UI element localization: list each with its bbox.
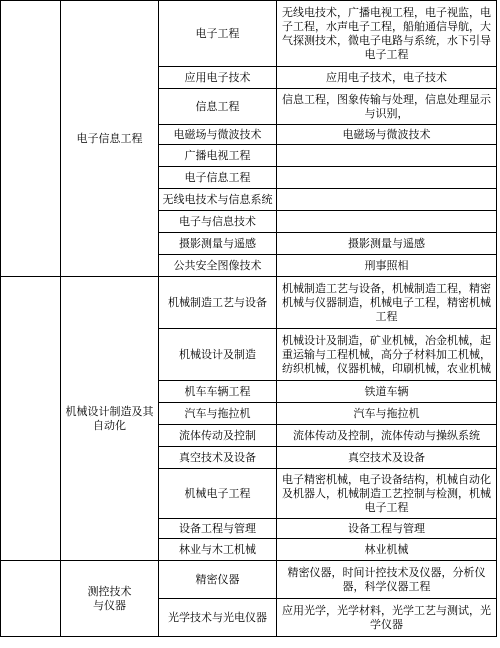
group-index-cell <box>1 1 61 277</box>
table-row <box>1 561 497 599</box>
major-name-cell: 真空技术及设备 <box>159 447 277 469</box>
group-index-cell <box>1 277 61 561</box>
major-name-cell: 公共安全图像技术 <box>159 255 277 277</box>
major-name-cell: 林业与木工机械 <box>159 539 277 561</box>
group-name-cell: 电子信息工程 <box>61 1 159 277</box>
major-name-cell: 机械设计及制造 <box>159 329 277 381</box>
major-name-cell: 电磁场与微波技术 <box>159 125 277 145</box>
former-major-cell: 应用电子技术，电子技术 <box>277 67 497 89</box>
former-major-cell: 精密仪器，时间计控技术及仪器，分析仪器，科学仪器工程 <box>277 561 497 599</box>
major-name-cell: 摄影测量与遥感 <box>159 233 277 255</box>
major-name-cell: 精密仪器 <box>159 561 277 599</box>
former-major-cell <box>277 189 497 211</box>
major-name-cell: 电子与信息技术 <box>159 211 277 233</box>
major-name-cell: 光学技术与光电仪器 <box>159 599 277 637</box>
major-name-cell: 汽车与拖拉机 <box>159 403 277 425</box>
former-major-cell: 铁道车辆 <box>277 381 497 403</box>
former-major-cell: 设备工程与管理 <box>277 519 497 539</box>
major-name-cell: 无线电技术与信息系统 <box>159 189 277 211</box>
major-name-cell: 电子信息工程 <box>159 167 277 189</box>
table-row <box>1 1 497 67</box>
former-major-cell: 无线电技术，广播电视工程，电子视监，电子工程，水声电子工程，船舶通信导航，大气探测技术，微电子电路与系统，水下引导电子工程 <box>277 1 497 67</box>
former-major-cell: 信息工程，图象传输与处理，信息处理显示与识别， <box>277 89 497 125</box>
former-major-cell: 机械设计及制造，矿业机械，冶金机械，起重运输与工程机械，高分子材料加工机械，纺织机械，仪器机械，印刷机械，农业机械 <box>277 329 497 381</box>
former-major-cell: 电子精密机械，电子设备结构，机械自动化及机器人，机械制造工艺控制与检测，机械电子工程 <box>277 469 497 519</box>
table-row <box>1 277 497 329</box>
former-major-cell: 应用光学，光学材料，光学工艺与测试，光学仪器 <box>277 599 497 637</box>
major-name-cell: 流体传动及控制 <box>159 425 277 447</box>
major-name-cell: 设备工程与管理 <box>159 519 277 539</box>
former-major-cell: 汽车与拖拉机 <box>277 403 497 425</box>
major-name-cell: 机械电子工程 <box>159 469 277 519</box>
major-name-cell: 电子工程 <box>159 1 277 67</box>
former-major-cell <box>277 167 497 189</box>
former-major-cell: 电磁场与微波技术 <box>277 125 497 145</box>
major-name-cell: 机车车辆工程 <box>159 381 277 403</box>
group-name-cell: 机械设计制造及其自动化 <box>61 277 159 561</box>
major-name-cell: 广播电视工程 <box>159 145 277 167</box>
former-major-cell: 摄影测量与遥感 <box>277 233 497 255</box>
table-body <box>1 1 497 637</box>
major-name-cell: 应用电子技术 <box>159 67 277 89</box>
former-major-cell: 林业机械 <box>277 539 497 561</box>
former-major-cell <box>277 145 497 167</box>
former-major-cell: 机械制造工艺与设备，机械制造工程，精密机械与仪器制造，机械电子工程，精密机械工程 <box>277 277 497 329</box>
former-major-cell: 流体传动及控制，流体传动与操纵系统 <box>277 425 497 447</box>
group-index-cell <box>1 561 61 637</box>
former-major-cell <box>277 211 497 233</box>
major-name-cell: 机械制造工艺与设备 <box>159 277 277 329</box>
former-major-cell: 真空技术及设备 <box>277 447 497 469</box>
former-major-cell: 刑事照相 <box>277 255 497 277</box>
group-name-cell: 测控技术 与仪器 <box>61 561 159 637</box>
major-name-cell: 信息工程 <box>159 89 277 125</box>
